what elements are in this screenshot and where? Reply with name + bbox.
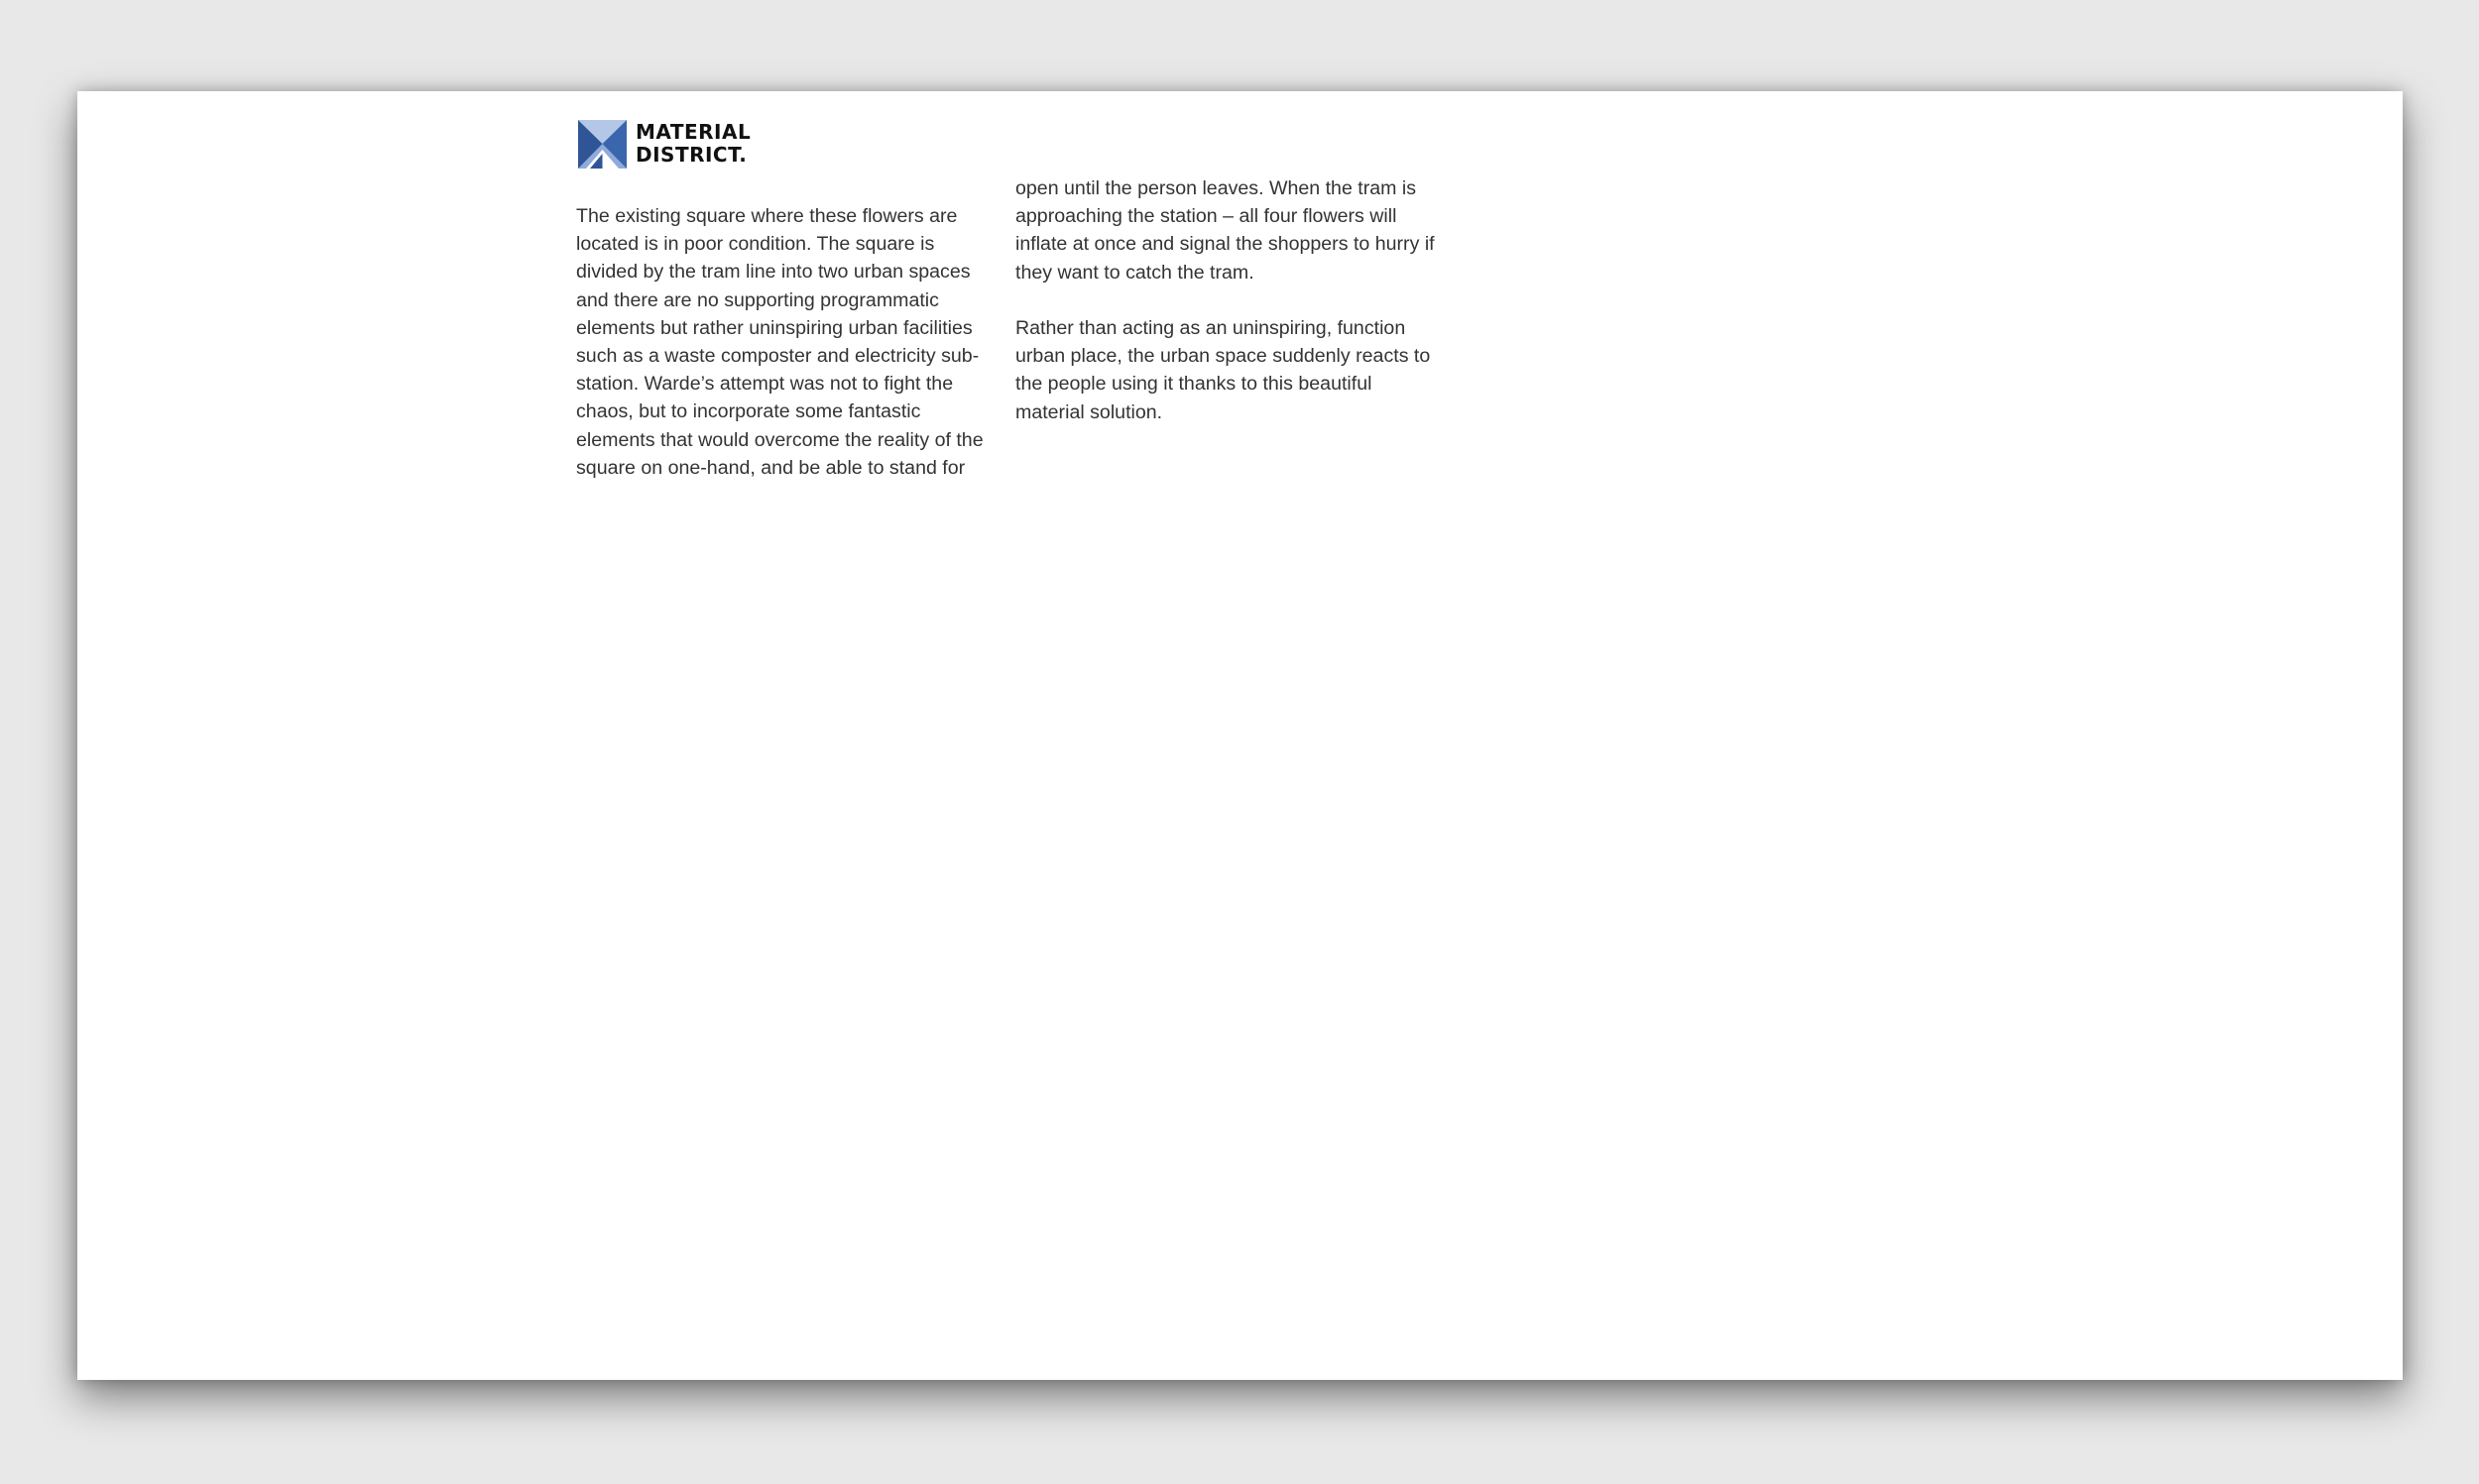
logo-wordmark [636,121,751,167]
material-district-logo-icon [578,120,627,169]
material-district-logo[interactable] [578,119,751,169]
logo-wordmark-line1: MATERIAL [636,120,752,144]
article-paragraph: open until the person leaves. When the tram is approaching the station – all four flowers will inflate at once and signal the shoppers to hurry if they want to catch the tram. [1015,177,1435,284]
article-paragraph: Rather than acting as an uninspiring, function urban place, the urban space suddenly reacts to the people using it thanks to this beautiful material solution. [1015,317,1431,423]
article-column-right [1015,174,1442,426]
article-paragraph: The existing square where these flowers are located is in poor condition. The square is divided by the tram line into two urban spaces and there are no supporting programmatic elements but rather uninspiring urban facilities such as a waste composter and electricity sub-station. Warde’s attempt was not to fight the chaos, but to incorporate some fantastic elements that would overcome the reality of the square on one-hand, and be able to stand for [576,205,984,479]
logo-wordmark-line2: DISTRICT. [636,143,748,167]
article-column-left [576,202,998,482]
document-page [77,91,2403,1380]
